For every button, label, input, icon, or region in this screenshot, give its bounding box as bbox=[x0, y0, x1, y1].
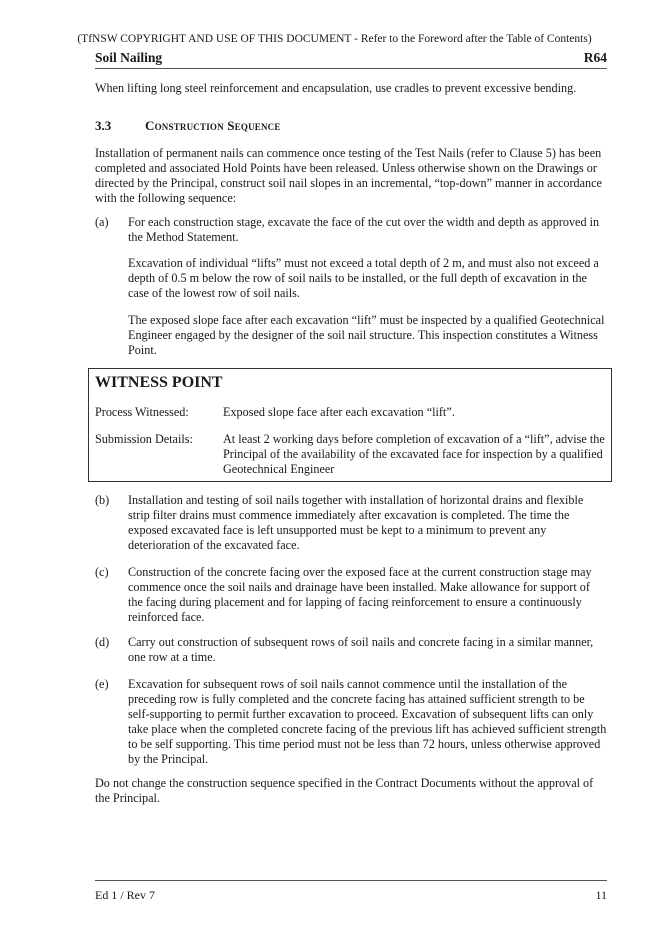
list-item-e: Excavation for subsequent rows of soil nails cannot commence until the installation of the preceding row is fully completed and the concrete facing has attained sufficient strength to be self-supporting to permit further excavation to proceed. Excavation of subsequent lifts can only take place when the completed concrete facing of the previous lift has achieved sufficient strength to be self supporting. This time period must not be less than 72 hours, unless otherwise approved by the Principal. bbox=[128, 677, 607, 766]
witness-point-title: WITNESS POINT bbox=[95, 374, 223, 391]
footer-rule bbox=[95, 880, 607, 881]
closing-paragraph: Do not change the construction sequence specified in the Contract Documents without the approval of the Principal. bbox=[95, 776, 594, 805]
item-a-paragraph-1: For each construction stage, excavate the face of the cut over the width and depth as approved in the Method Statement. bbox=[128, 215, 600, 244]
submission-details-value: At least 2 working days before completion of excavation of a “lift”, advise the Principal of the availability of the excavated face for inspection by a qualified Geotechnical Engineer bbox=[223, 432, 605, 476]
intro-paragraph: When lifting long steel reinforcement and encapsulation, use cradles to prevent excessive bending. bbox=[95, 81, 577, 95]
list-item-b: Installation and testing of soil nails together with installation of horizontal drains and flexible strip filter drains must commence immediately after excavation is completed. The time the exposed excavated face is left unsupported must be kept to a minimum to prevent any deterioration of the excavated face. bbox=[128, 493, 584, 552]
process-witnessed-label: Process Witnessed: bbox=[95, 405, 189, 419]
header-note: (TfNSW COPYRIGHT AND USE OF THIS DOCUMENT - Refer to the Foreword after the Table of Contents) bbox=[77, 33, 592, 45]
list-label-c: (c) bbox=[95, 565, 109, 579]
header-rule bbox=[95, 68, 607, 69]
list-label-e: (e) bbox=[95, 677, 109, 691]
list-item-c: Construction of the concrete facing over the exposed face at the current construction stage may commence once the soil nails and drainage have been installed. Make allowance for support of the facing during placement and for lapping of facing reinforcement to ensure a continuously reinforced face. bbox=[128, 565, 592, 624]
section-paragraph: Installation of permanent nails can commence once testing of the Test Nails (refer to Clause 5) has been completed and associated Hold Points have been released. Unless otherwise shown on the Drawings or directed by the Principal, construct soil nail slopes in an incremental, “top-down” manner in accordance with the following sequence: bbox=[95, 146, 602, 205]
list-label-a: (a) bbox=[95, 215, 109, 229]
footer-edition: Ed 1 / Rev 7 bbox=[95, 888, 155, 902]
list-label-d: (d) bbox=[95, 635, 110, 649]
header-title: Soil Nailing bbox=[95, 50, 163, 65]
list-item-d: Carry out construction of subsequent rows of soil nails and concrete facing in a similar manner, one row at a time. bbox=[128, 635, 594, 664]
submission-details-label: Submission Details: bbox=[95, 432, 193, 446]
section-title: Construction Sequence bbox=[145, 118, 281, 133]
list-label-b: (b) bbox=[95, 493, 110, 507]
section-number: 3.3 bbox=[95, 118, 112, 133]
item-a-paragraph-2: Excavation of individual “lifts” must not exceed a total depth of 2 m, and must also not exceed a depth of 0.5 m below the row of soil nails to be installed, or the full depth of excavation in the case of the lowest row of soil nails. bbox=[128, 256, 599, 300]
process-witnessed-value: Exposed slope face after each excavation “lift”. bbox=[223, 405, 455, 419]
page-number: 11 bbox=[595, 888, 607, 902]
header-code: R64 bbox=[583, 50, 607, 65]
item-a-paragraph-3: The exposed slope face after each excavation “lift” must be inspected by a qualified Geotechnical Engineer engaged by the designer of the soil nail structure. This inspection constitutes a Witness Point. bbox=[128, 313, 605, 357]
